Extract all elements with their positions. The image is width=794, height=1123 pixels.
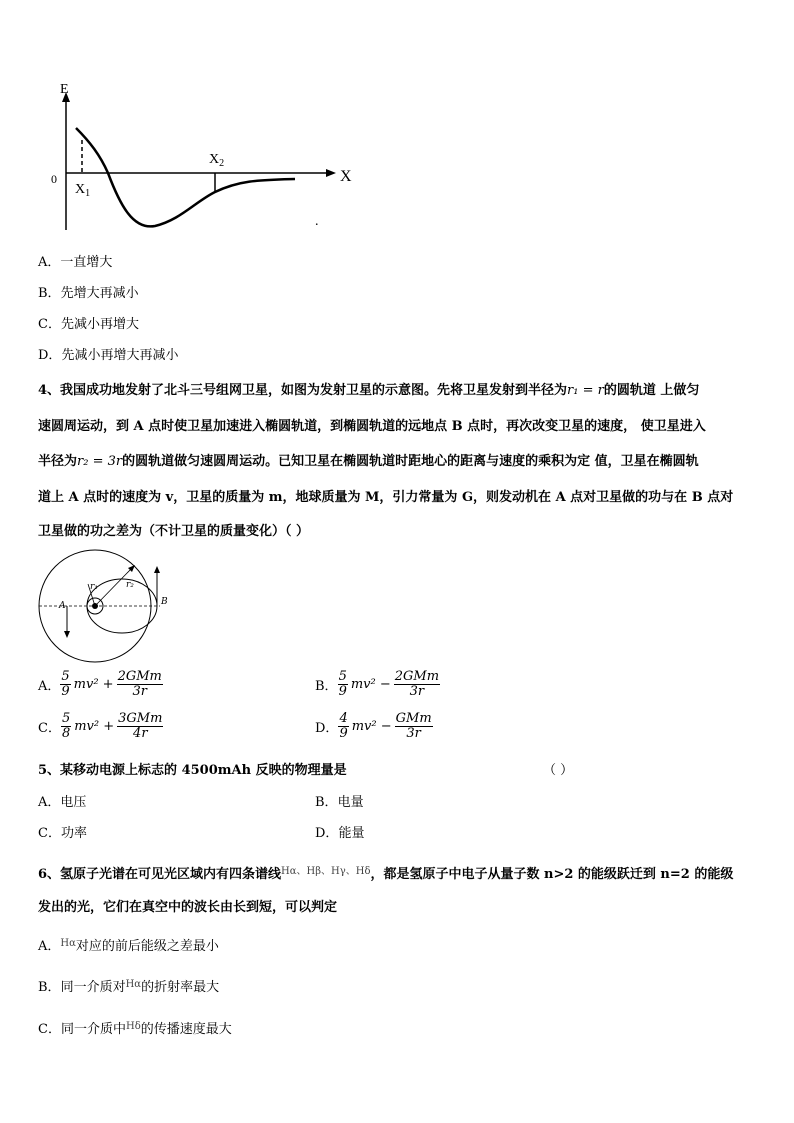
q4-option-b: B． $\frac{5}{9}$ mv² − $\frac{\text{2GMm}}{3r}$ [315,669,440,699]
q5-option-a: A．电压 [38,795,87,810]
q5-option-c: C．功率 [38,826,87,841]
q3-option-a: A．一直增大 [38,255,113,270]
q6-line-1: 6、氢原子光谱在可见光区域内有四条谱线$^{H\alpha、H\beta、H\gamma、H\delta}$，都是氢原子中电子从量子数 n>2 的能级跃迁到 n=2 的能级 [38,866,734,882]
energy-graph [45,80,365,240]
q4-option-d: D． $\frac{4}{9}$ mv² − $\frac{\text{GMm}}{3r}$ [315,711,432,741]
q6-option-c: C．同一介质中$^{H\delta}$的传播速度最大 [38,1021,232,1037]
origin-label: 0 [51,172,57,186]
q3-option-b: B．先增大再减小 [38,286,139,301]
q5-option-d: D．能量 [315,826,365,841]
orbit-diagram [36,548,171,666]
q5-option-b: B．电量 [315,795,364,810]
q4-line-1: 4、我国成功地发射了北斗三号组网卫星，如图为发射卫星的示意图。先将卫星发射到半径为r₁ = r的圆轨道 上做匀 [38,383,700,398]
q4-line-2: 速圆周运动，到 A 点时使卫星加速进入椭圆轨道，到椭圆轨道的远地点 B 点时，再次改变卫星的速度， 使卫星进入 [38,419,706,434]
orbit-diagram-svg [36,548,171,666]
x1-label: $X_1$ [75,182,91,199]
x-axis-arrow [326,169,336,177]
label-r1: r₁ [90,582,98,592]
velocity-a-arrow [64,631,70,638]
q3-option-d: D．先减小再增大再减小 [38,348,179,363]
label-b: B [161,597,168,607]
energy-curve [76,128,295,226]
q5-answer-paren: （ ） [543,763,574,778]
q4-option-a: A． $\frac{5}{9}$ mv² + $\frac{\text{2GMm}}{3r}$ [38,669,162,699]
x-axis-label: X [340,168,352,185]
label-a: A [59,601,66,611]
q6-option-b: B．同一介质对$^{H\alpha}$的折射率最大 [38,979,220,995]
q4-line-5: 卫星做的功之差为（不计卫星的质量变化）（ ） [38,524,310,539]
q6-option-a: A．$^{H\alpha}$对应的前后能级之差最小 [38,938,219,954]
q3-option-c: C．先减小再增大 [38,317,139,332]
graph-dot: . [315,214,319,229]
x2-label: $X_2$ [209,152,225,169]
q6-line-2: 发出的光，它们在真空中的波长由长到短，可以判定 [38,900,338,915]
q4-line-3: 半径为r₂ = 3r的圆轨道做匀速圆周运动。已知卫星在椭圆轨道时距地心的距离与速度的乘积为定 值，卫星在椭圆轨 [38,454,699,469]
q4-option-c: C． $\frac{5}{8}$ mv² + $\frac{\text{3GMm}}{4r}$ [38,711,163,741]
y-axis-label: E [60,82,69,97]
label-r2: r₂ [126,580,134,590]
velocity-b-arrow [154,566,160,573]
q5-stem: 5、某移动电源上标志的 4500mAh 反映的物理量是 [38,763,347,778]
q4-line-4: 道上 A 点时的速度为 v，卫星的质量为 m，地球质量为 M，引力常量为 G，则发动机在 A 点对卫星做的功与在 B 点对 [38,490,734,505]
